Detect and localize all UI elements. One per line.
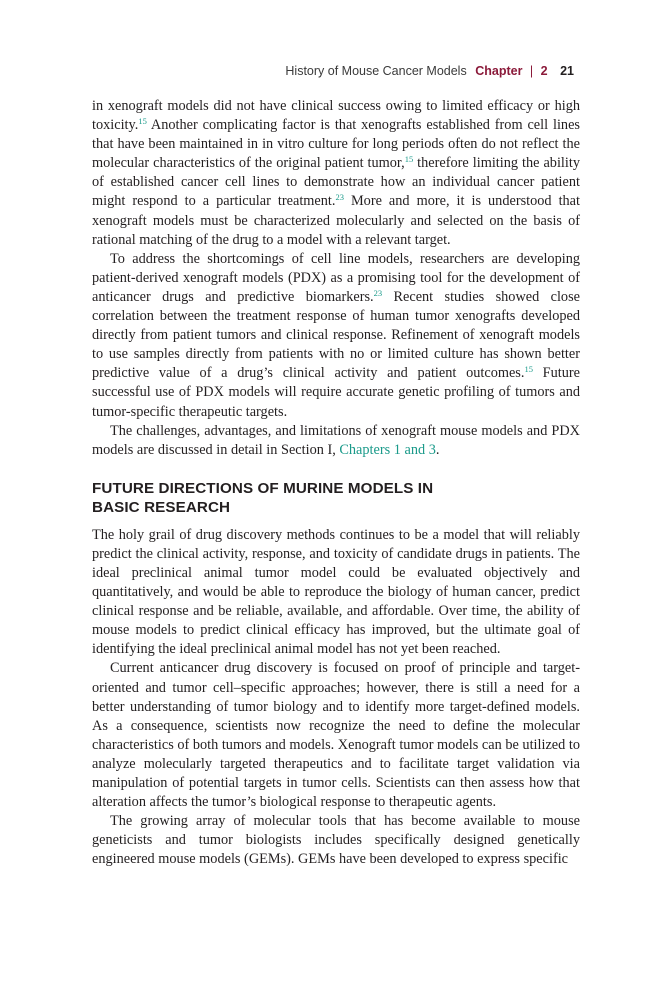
paragraph: [92, 422, 580, 460]
paragraph: Current anticancer drug discovery is focused on proof of principle and target-oriented and tumor cell–specific approaches; however, there is still a need for a better understanding of tumor biology and to identify more target-defined models. As a consequence, scientists now recognize the need to define the molecular characteristics of both tumors and models. Xenograft tumor models can be utilized to analyze molecularly targeted therapeutics and to facilitate target validation via manipulation of potential targets in tumor cells. Scientists can then assess how that alteration affects the tumor’s biological response to therapeutic agents.: [92, 660, 580, 811]
paragraph: [92, 97, 580, 250]
header-separator: |: [529, 64, 534, 78]
citation-ref[interactable]: 15: [138, 116, 147, 127]
section-heading: [92, 479, 580, 517]
paragraph-text: To address the shortcomings of cell line models, researchers are developing patient-derived xenograft models (PDX) as a promising tool for the development of anticancer drugs and predictive biomarkers.: [92, 250, 580, 305]
citation-ref[interactable]: 23: [373, 287, 383, 298]
paragraph-text: therefore limiting the ability of established cancer cell lines to demonstrate how an individual cancer patient might respond to a particular treatment.: [92, 155, 580, 210]
citation-ref[interactable]: 23: [335, 192, 344, 203]
paragraph-text: Recent studies showed close correlation between the treatment response of human tumor xenografts developed directly from patient tumors and clinical response. Refinement of xenograft models to use samples directly from patients with no or limited culture has shown better predictive value of a drug’s clinical activity and patient outcomes.: [92, 288, 580, 382]
paragraph: The holy grail of drug discovery methods continues to be a model that will reliably predict the clinical activity, response, and toxicity of candidate drugs in patients. The ideal preclinical animal tumor model could be evaluated objectively and quantitatively, and would be able to reproduce the biology of human cancer, predict clinical response and be reliable, available, and affordable. Over time, the ability of mouse models to predict clinical efficacy has improved, but the ultimate goal of identifying the ideal preclinical animal model has not yet been reached.: [92, 526, 580, 658]
paragraph-text: Future successful use of PDX models will require accurate genetic profiling of tumors and tumor-specific therapeutic targets.: [92, 365, 580, 420]
chapter-label: Chapter: [475, 64, 523, 78]
paragraph-text: Another complicating factor is that xenografts established from cell lines that have been maintained in in vitro culture for long periods often do not reflect the molecular characteristics of the original patient tumor,: [92, 117, 580, 172]
paragraph-text: in xenograft models did not have clinical success owing to limited efficacy or high toxicity.: [92, 98, 580, 134]
heading-line: BASIC RESEARCH: [92, 498, 231, 516]
citation-ref[interactable]: 15: [404, 154, 414, 165]
chapter-link[interactable]: Chapters 1 and 3: [339, 441, 436, 458]
paragraph: The growing array of molecular tools that has become available to mouse geneticists and tumor biologists includes specifically designed genetically engineered mouse models (GEMs). GEMs have been developed to express specific: [92, 813, 580, 868]
page-number: 21: [560, 64, 574, 78]
heading-line: FUTURE DIRECTIONS OF MURINE MODELS IN: [92, 479, 434, 497]
paragraph-text: .: [435, 441, 440, 458]
running-title: History of Mouse Cancer Models: [285, 64, 467, 78]
paragraph: [92, 250, 580, 422]
paragraph-text: The challenges, advantages, and limitations of xenograft mouse models and PDX models are discussed in detail in Section I,: [92, 422, 580, 458]
running-header: [285, 64, 574, 78]
paragraph-text: More and more, it is understood that xenograft models must be characterized molecularly and selected on the basis of rational matching of the drug to a model with a relevant target.: [92, 193, 581, 248]
page-body: [92, 97, 580, 869]
citation-ref[interactable]: 15: [524, 364, 533, 375]
chapter-number: 2: [540, 64, 548, 78]
